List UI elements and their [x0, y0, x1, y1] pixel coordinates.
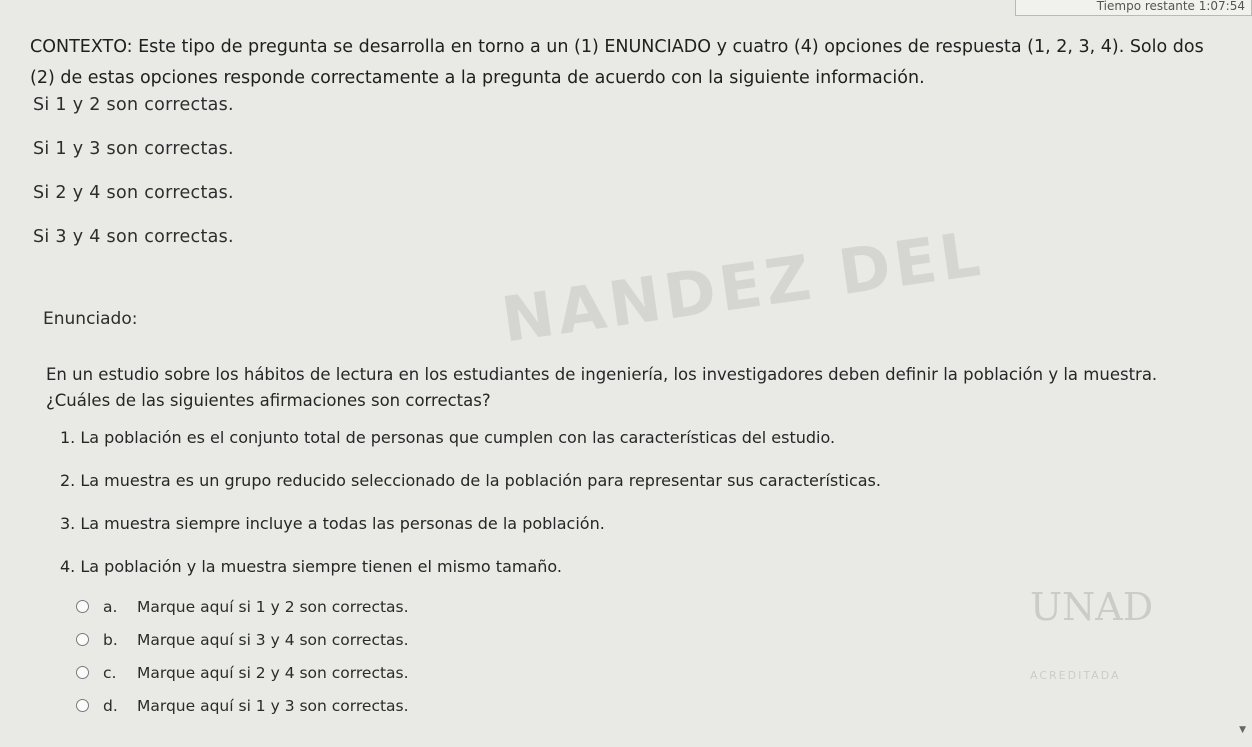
- answer-options: [76, 590, 409, 722]
- logo-name: UNAD: [1030, 585, 1154, 629]
- option-c[interactable]: [76, 656, 409, 689]
- scroll-down-arrow-icon[interactable]: ▼: [1239, 725, 1246, 735]
- statement-item: 3. La muestra siempre incluye a todas las personas de la población.: [60, 514, 605, 533]
- radio-button[interactable]: [76, 600, 89, 613]
- option-a[interactable]: [76, 590, 409, 623]
- option-label[interactable]: Marque aquí si 2 y 4 son correctas.: [137, 663, 409, 682]
- rule-item: Si 1 y 2 son correctas.: [33, 95, 234, 115]
- option-label[interactable]: Marque aquí si 1 y 3 son correctas.: [137, 696, 409, 715]
- radio-button[interactable]: [76, 633, 89, 646]
- option-letter: c.: [103, 663, 117, 682]
- context-instructions: CONTEXTO: Este tipo de pregunta se desarrolla en torno a un (1) ENUNCIADO y cuatro (4) opciones de respuesta (1, 2, 3, 4). Solo dos (2) de estas opciones responde correctamente a la pregunta de acuerdo con la siguiente información.: [30, 37, 1204, 88]
- option-letter: b.: [103, 630, 118, 649]
- statement-item: 1. La población es el conjunto total de personas que cumplen con las características del estudio.: [60, 428, 836, 447]
- watermark-text: NANDEZ DEL: [497, 216, 989, 357]
- radio-button[interactable]: [76, 666, 89, 679]
- question-text: En un estudio sobre los hábitos de lectura en los estudiantes de ingeniería, los investigadores deben definir la población y la muestra. ¿Cuáles de las siguientes afirmaciones son correctas?: [46, 365, 1158, 410]
- logo-subtitle: ACREDITADA: [1030, 669, 1121, 682]
- rule-item: Si 2 y 4 son correctas.: [33, 183, 234, 203]
- statement-item: 4. La población y la muestra siempre tienen el mismo tamaño.: [60, 557, 563, 576]
- rule-item: Si 1 y 3 son correctas.: [33, 139, 234, 159]
- option-d[interactable]: [76, 689, 409, 722]
- timer-display: Tiempo restante 1:07:54: [1015, 0, 1252, 16]
- enunciado-label: Enunciado:: [43, 309, 138, 329]
- option-label[interactable]: Marque aquí si 3 y 4 son correctas.: [137, 630, 409, 649]
- rule-item: Si 3 y 4 son correctas.: [33, 227, 234, 247]
- answer-rules-list: [33, 90, 234, 266]
- unad-logo: [1030, 585, 1170, 715]
- statements-list: [60, 424, 881, 596]
- option-b[interactable]: [76, 623, 409, 656]
- option-label[interactable]: Marque aquí si 1 y 2 son correctas.: [137, 597, 409, 616]
- option-letter: d.: [103, 696, 118, 715]
- option-letter: a.: [103, 597, 118, 616]
- radio-button[interactable]: [76, 699, 89, 712]
- statement-item: 2. La muestra es un grupo reducido seleccionado de la población para representar sus características.: [60, 471, 881, 490]
